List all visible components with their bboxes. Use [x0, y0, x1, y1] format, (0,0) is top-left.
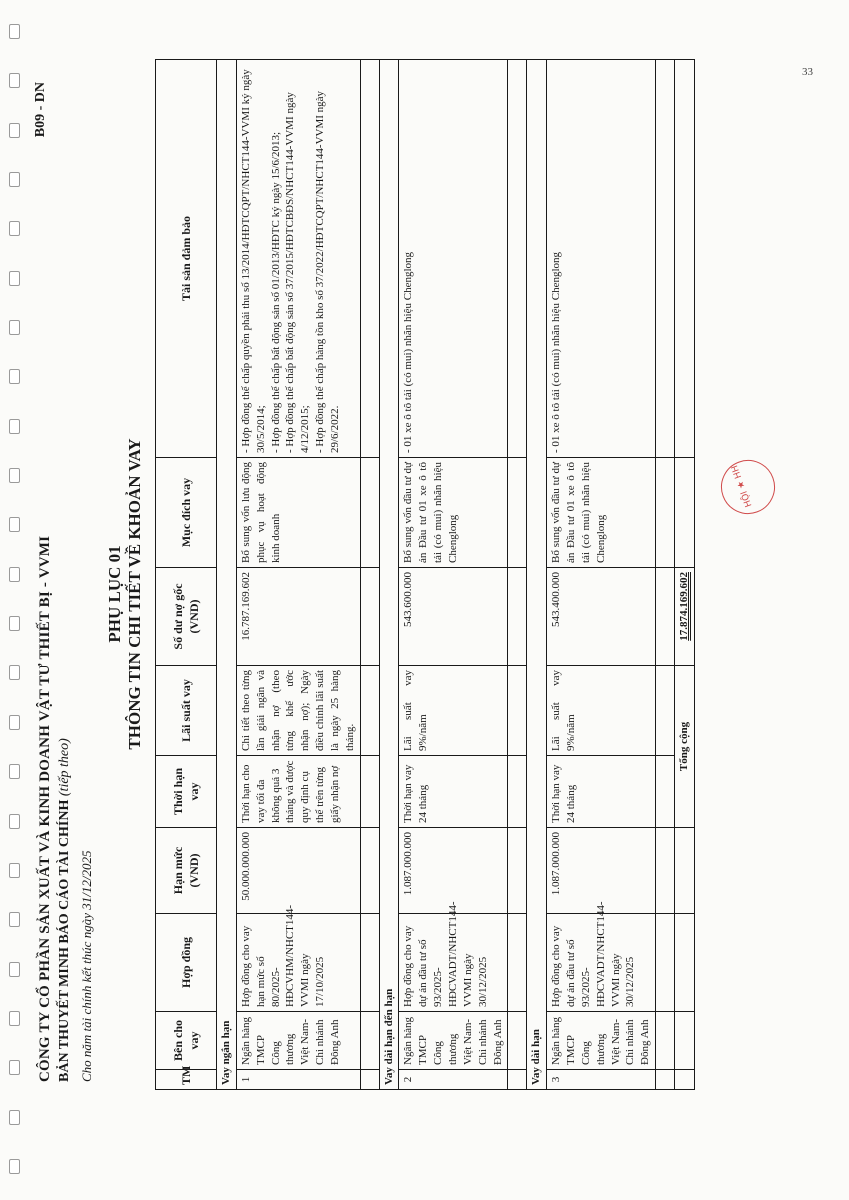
cell-term: Thời hạn vay 24 tháng	[547, 756, 656, 828]
binder-hole	[9, 73, 20, 88]
report-title-suffix: (tiếp theo)	[57, 738, 72, 797]
binder-hole	[9, 616, 20, 631]
cell-limit: 1.087.000.000	[547, 828, 656, 914]
page-number: 33	[802, 66, 813, 78]
section-title: Vay ngắn hạn	[217, 60, 237, 1090]
cell-balance: 543.600.000	[399, 568, 508, 666]
binder-hole	[9, 419, 20, 434]
binder-hole	[9, 567, 20, 582]
table-row	[236, 60, 360, 1090]
binder-hole	[9, 1060, 20, 1075]
binder-hole	[9, 863, 20, 878]
loan-details-table	[155, 59, 695, 1090]
binder-hole	[9, 221, 20, 236]
cell-limit: 50.000.000.000	[236, 828, 360, 914]
col-header-limit-line: (VND)	[187, 853, 201, 888]
col-header-interest: Lãi suất vay	[156, 666, 217, 756]
col-header-contract: Hợp đồng	[156, 914, 217, 1012]
cell-purpose: Bổ sung vốn lưu động phục vụ hoạt động kinh doanh	[236, 458, 360, 568]
col-header-term-line: Thời hạn	[170, 768, 185, 816]
cell-interest: Lãi suất vay 9%/năm	[399, 666, 508, 756]
binder-hole	[9, 271, 20, 286]
binder-hole	[9, 24, 20, 39]
cell-contract: Hợp đồng cho vay dự án đầu tư số 93/2025-HĐCVADT/NHCT144-VVMI ngày 30/12/2025	[547, 914, 656, 1012]
col-header-limit	[156, 828, 217, 914]
appendix-subtitle: THÔNG TIN CHI TIẾT VỀ KHOẢN VAY	[125, 438, 144, 750]
binder-hole	[9, 369, 20, 384]
binder-hole	[9, 172, 20, 187]
cell-collateral	[399, 60, 508, 458]
col-header-collateral: Tài sản đảm bảo	[156, 60, 217, 458]
spacer-row	[360, 60, 379, 1090]
cell-balance: 543.400.000	[547, 568, 656, 666]
binder-hole	[9, 1110, 20, 1125]
cell-lender: Ngân hàng TMCP Công thương Việt Nam- Chi nhánh Đông Anh	[547, 1012, 656, 1070]
binder-hole	[9, 814, 20, 829]
cell-no: 2	[399, 1070, 508, 1090]
cell-lender: Ngân hàng TMCP Công thương Việt Nam- Chi nhánh Đông Anh	[236, 1012, 360, 1070]
cell-term: Thời hạn cho vay tối đa không quá 3 tháng và được quy định cụ thể trên từng giấy nhận nợ	[236, 756, 360, 828]
initial-stamp	[713, 452, 782, 521]
binder-hole	[9, 517, 20, 532]
appendix-title: PHỤ LỤC 01	[105, 545, 124, 643]
total-row	[675, 60, 695, 1090]
cell-limit: 1.087.000.000	[399, 828, 508, 914]
collateral-item: - Hợp đồng thế chấp bất động sản số 37/2015/HĐTCBĐS/NHCT144-VVMI ngày 4/12/2015;	[284, 92, 312, 453]
reporting-period: Cho năm tài chính kết thúc ngày 31/12/2025	[79, 850, 94, 1082]
col-header-term	[156, 756, 217, 828]
cell-lender: Ngân hàng TMCP Công thương Việt Nam- Chi nhánh Đông Anh	[399, 1012, 508, 1070]
section-row-current-long-term	[379, 60, 399, 1090]
col-header-no: TM	[156, 1070, 217, 1090]
stamp-text: HỘI ★ HH	[730, 463, 755, 509]
col-header-lender	[156, 1012, 217, 1070]
report-title-text: BẢN THUYẾT MINH BÁO CÁO TÀI CHÍNH	[57, 799, 72, 1082]
cell-term: Thời hạn vay 24 tháng	[399, 756, 508, 828]
binder-hole	[9, 962, 20, 977]
section-row-short-term	[217, 60, 237, 1090]
total-label: Tổng cộng	[675, 666, 695, 828]
cell-balance: 16.787.169.602	[236, 568, 360, 666]
col-header-limit-line: Hạn mức	[170, 846, 185, 895]
table-row	[399, 60, 508, 1090]
cell-interest: Lãi suất vay 9%/năm	[547, 666, 656, 756]
col-header-balance-line: Số dư nợ gốc	[170, 583, 185, 650]
section-title: Vay dài hạn	[527, 60, 547, 1090]
company-name: CÔNG TY CỔ PHẦN SẢN XUẤT VÀ KINH DOANH VẬT TƯ THIẾT BỊ - VVMI	[37, 535, 53, 1082]
collateral-item: - 01 xe ô tô tải (có mui) nhãn hiệu Chenglong	[550, 251, 563, 453]
col-header-balance	[156, 568, 217, 666]
rotated-page-content	[25, 64, 825, 1124]
table-row	[547, 60, 656, 1090]
binder-hole	[9, 1011, 20, 1026]
cell-no: 1	[236, 1070, 360, 1090]
cell-purpose: Bổ sung vốn đầu tư dự án Đầu tư 01 xe ô tô tải (có mui) nhãn hiệu Chenglong	[399, 458, 508, 568]
spacer-row	[508, 60, 527, 1090]
binder-hole	[9, 468, 20, 483]
section-row-long-term	[527, 60, 547, 1090]
binder-hole	[9, 764, 20, 779]
report-title	[57, 738, 73, 1082]
cell-contract: Hợp đồng cho vay dự án đầu tư số 93/2025-HĐCVADT/NHCT144-VVMI ngày 30/12/2025	[399, 914, 508, 1012]
cell-interest: Chi tiết theo từng lần giải ngân và nhận nợ (theo từng khế ước nhận nợ); Ngày điều chỉnh lãi suất là ngày 25 hàng tháng.	[236, 666, 360, 756]
binder-holes	[9, 24, 23, 1174]
col-header-lender-line: vay	[187, 1031, 201, 1050]
col-header-lender-line: Bên cho	[170, 1020, 185, 1062]
collateral-item: - Hợp đồng thế chấp quyền phải thu số 13/2014/HĐTCQPT/NHCT144-VVMI ký ngày 30/5/2014;	[239, 69, 267, 453]
binder-hole	[9, 320, 20, 335]
spacer-row	[656, 60, 675, 1090]
binder-hole	[9, 123, 20, 138]
cell-collateral	[547, 60, 656, 458]
binder-hole	[9, 715, 20, 730]
cell-contract: Hợp đồng cho vay hạn mức số 80/2025-HĐCVHM/NHCT144-VVMI ngày 17/10/2025	[236, 914, 360, 1012]
col-header-balance-line: (VND)	[187, 599, 201, 634]
table-header-row	[156, 60, 217, 1090]
form-code: B09 - DN	[33, 82, 48, 138]
binder-hole	[9, 912, 20, 927]
collateral-item: - Hợp đồng thế chấp bất động sản số 01/2013/HĐTC ký ngày 15/6/2013;	[269, 131, 282, 453]
cell-collateral	[236, 60, 360, 458]
collateral-item: - 01 xe ô tô tải (có mui) nhãn hiệu Chenglong	[402, 251, 415, 453]
binder-hole	[9, 1159, 20, 1174]
binder-hole	[9, 665, 20, 680]
total-value: 17.874.169.602	[675, 568, 695, 666]
section-title: Vay dài hạn đến hạn	[379, 60, 399, 1090]
cell-purpose: Bổ sung vốn đầu tư dự án Đầu tư 01 xe ô tô tải (có mui) nhãn hiệu Chenglong	[547, 458, 656, 568]
collateral-item: - Hợp đồng thế chấp hàng tồn kho số 37/2022/HĐTCQPT/NHCT144-VVMI ngày 29/6/2022.	[314, 90, 341, 453]
col-header-term-line: vay	[187, 782, 201, 801]
cell-no: 3	[547, 1070, 656, 1090]
col-header-purpose: Mục đích vay	[156, 458, 217, 568]
